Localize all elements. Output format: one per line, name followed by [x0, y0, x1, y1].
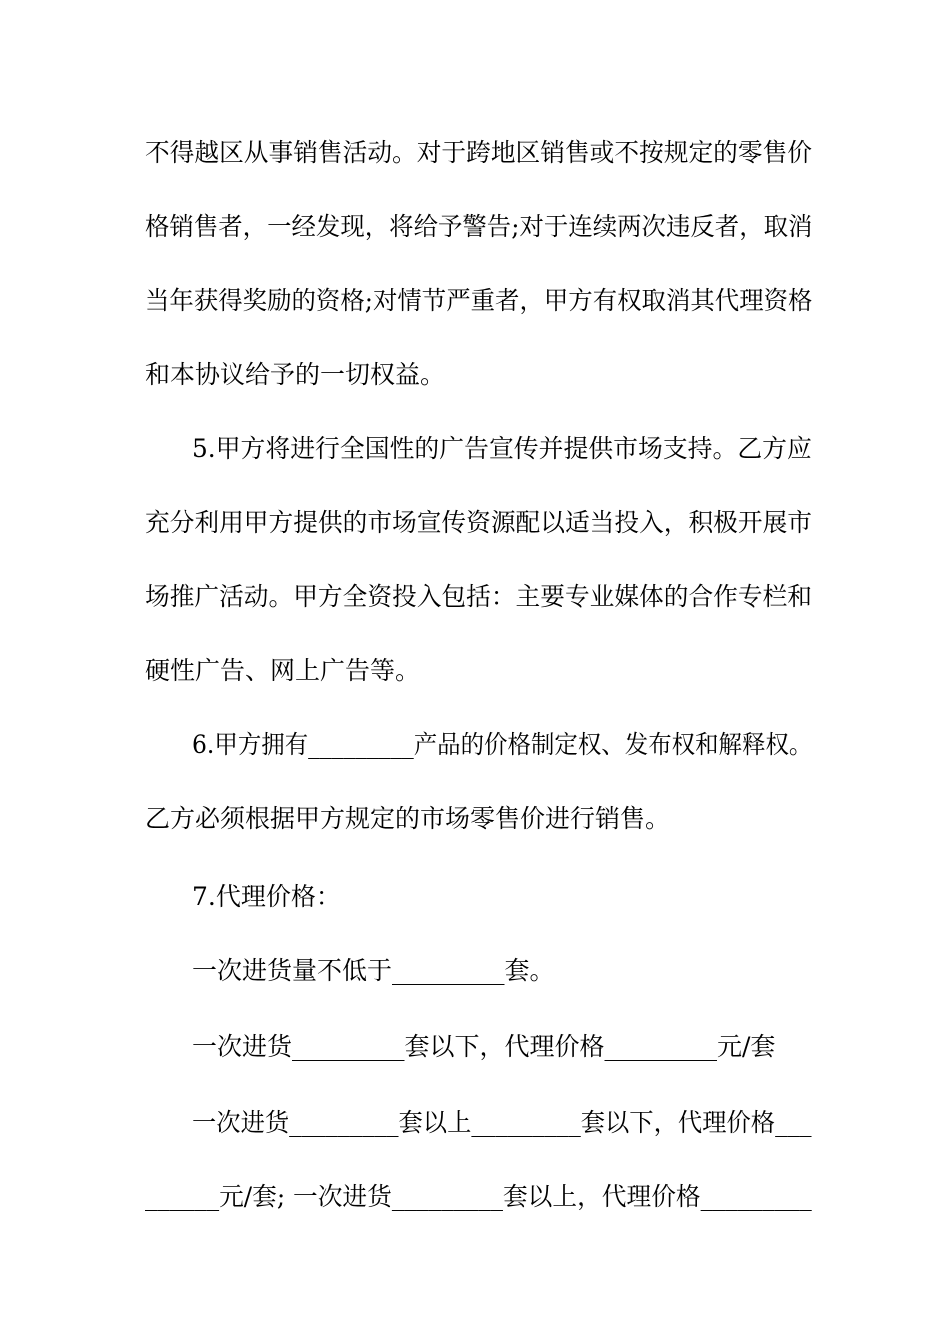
paragraph-line: 6.甲方拥有_________产品的价格制定权、发布权和解释权。 — [192, 730, 813, 759]
paragraph-line: 一次进货_________套以上_________套以下，代理价格___ — [192, 1108, 812, 1137]
paragraph-line: 一次进货_________套以下，代理价格_________元/套 — [192, 1032, 776, 1061]
paragraph-line: 5.甲方将进行全国性的广告宣传并提供市场支持。乙方应 — [192, 434, 812, 463]
paragraph-line: 充分利用甲方提供的市场宣传资源配以适当投入，积极开展市 — [145, 508, 812, 537]
paragraph-line: 乙方必须根据甲方规定的市场零售价进行销售。 — [145, 804, 671, 833]
paragraph-line: 和本协议给予的一切权益。 — [145, 360, 446, 389]
paragraph-line: 场推广活动。甲方全资投入包括：主要专业媒体的合作专栏和 — [145, 582, 812, 611]
paragraph-line: 一次进货量不低于_________套。 — [192, 956, 555, 985]
paragraph-line: 不得越区从事销售活动。对于跨地区销售或不按规定的零售价 — [145, 138, 812, 167]
paragraph-line: ______元/套; 一次进货_________套以上，代理价格_________ — [145, 1182, 812, 1211]
paragraph-line: 格销售者，一经发现，将给予警告;对于连续两次违反者，取消 — [145, 212, 813, 241]
paragraph-line: 当年获得奖励的资格;对情节严重者，甲方有权取消其代理资格 — [145, 286, 813, 315]
paragraph-line: 硬性广告、网上广告等。 — [145, 656, 421, 685]
section-heading: 7.代理价格： — [192, 882, 341, 911]
